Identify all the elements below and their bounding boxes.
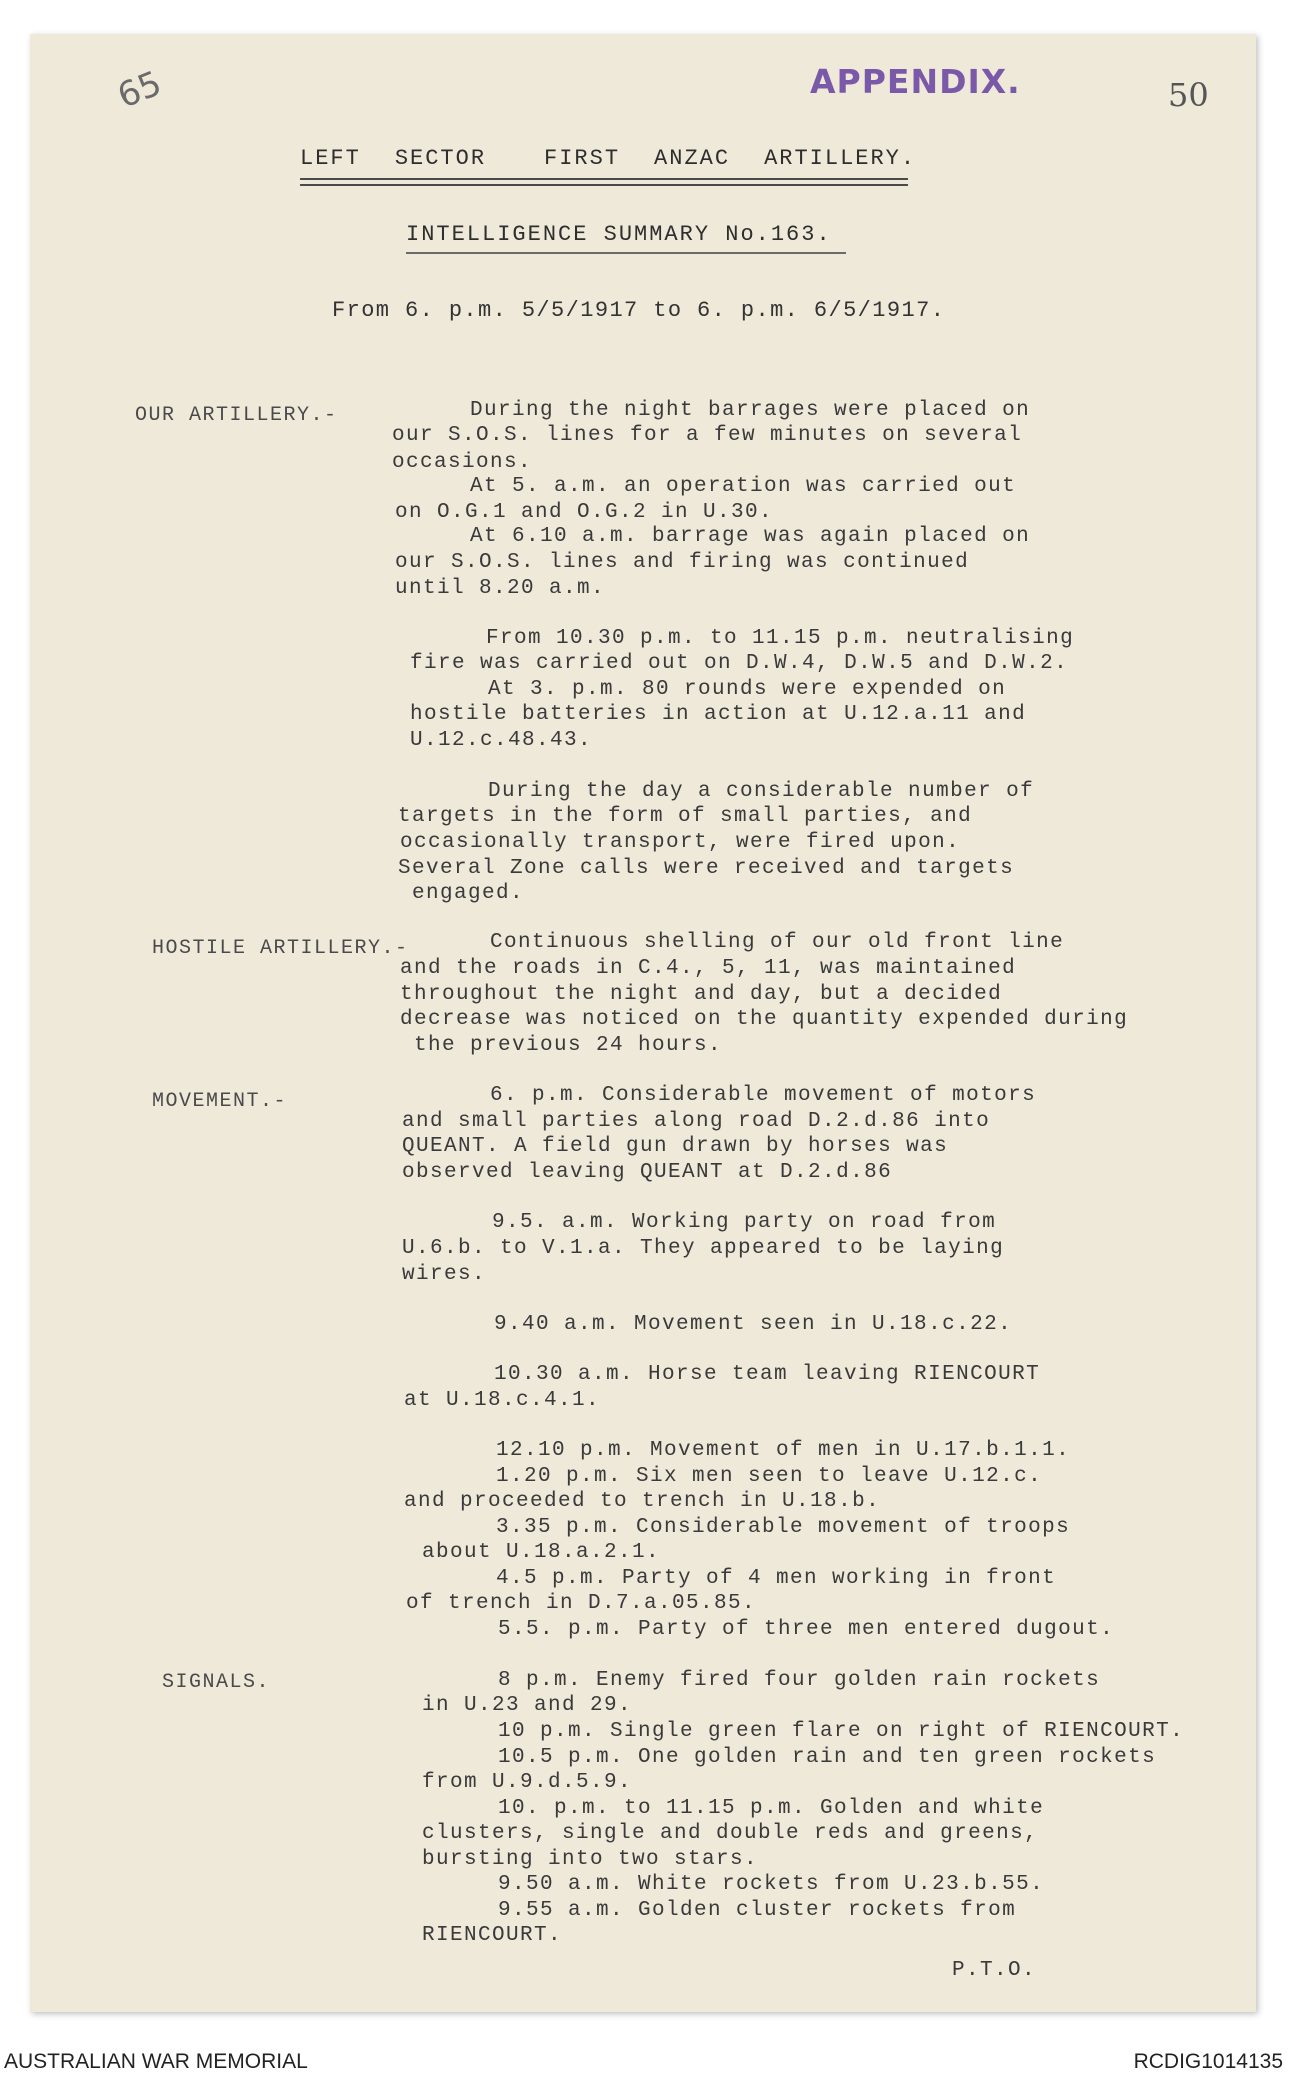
text-line: 10.5 p.m. One golden rain and ten green rockets [498, 1746, 1157, 1769]
summary-title: INTELLIGENCE SUMMARY No.163. [406, 222, 832, 247]
title-word: LEFT [300, 146, 361, 171]
summary-underline [406, 252, 846, 254]
text-line: and small parties along road D.2.d.86 into [402, 1110, 991, 1133]
text-line: in U.23 and 29. [422, 1694, 633, 1717]
section-heading-our-artillery: OUR ARTILLERY.- [135, 404, 338, 427]
text-line: observed leaving QUEANT at D.2.d.86 [402, 1161, 893, 1184]
text-line: U.6.b. to V.1.a. They appeared to be laying [402, 1237, 1005, 1260]
text-line: hostile batteries in action at U.12.a.11 and [410, 703, 1027, 726]
text-line: 8 p.m. Enemy fired four golden rain rockets [498, 1669, 1101, 1692]
text-line: 9.5. a.m. Working party on road from [492, 1211, 997, 1234]
text-line: our S.O.S. lines for a few minutes on several [392, 424, 1023, 447]
text-line: occasionally transport, were fired upon. [400, 831, 961, 854]
text-line: decrease was noticed on the quantity expended during [400, 1008, 1129, 1031]
text-line: U.12.c.48.43. [410, 729, 593, 752]
text-line: 4.5 p.m. Party of 4 men working in front [496, 1567, 1057, 1590]
text-line: During the night barrages were placed on [470, 399, 1031, 422]
text-line: During the day a considerable number of [488, 780, 1035, 803]
text-line: our S.O.S. lines and firing was continued [395, 551, 970, 574]
text-line: 3.35 p.m. Considerable movement of troops [496, 1516, 1071, 1539]
title-word: ANZAC [654, 146, 731, 171]
pto-note: P.T.O. [952, 1959, 1037, 1982]
text-line: 10. p.m. to 11.15 p.m. Golden and white [498, 1797, 1045, 1820]
text-line: until 8.20 a.m. [395, 577, 606, 600]
text-line: At 6.10 a.m. barrage was again placed on [470, 525, 1031, 548]
text-line: 10.30 a.m. Horse team leaving RIENCOURT [494, 1363, 1041, 1386]
text-line: wires. [402, 1263, 487, 1286]
folio-number-left: 65 [112, 63, 168, 117]
text-line: from U.9.d.5.9. [422, 1771, 633, 1794]
section-heading-movement: MOVEMENT.- [152, 1090, 288, 1113]
text-line: the previous 24 hours. [414, 1034, 723, 1057]
text-line: at U.18.c.4.1. [404, 1389, 601, 1412]
text-line: about U.18.a.2.1. [422, 1541, 661, 1564]
text-line: bursting into two stars. [422, 1848, 759, 1871]
date-range: From 6. p.m. 5/5/1917 to 6. p.m. 6/5/1917. [332, 298, 946, 323]
text-line: 9.50 a.m. White rockets from U.23.b.55. [498, 1873, 1045, 1896]
title-underline [300, 184, 908, 186]
text-line: At 5. a.m. an operation was carried out [470, 475, 1017, 498]
text-line: 6. p.m. Considerable movement of motors [490, 1084, 1037, 1107]
text-line: From 10.30 p.m. to 11.15 p.m. neutralising [486, 627, 1075, 650]
text-line: 9.55 a.m. Golden cluster rockets from [498, 1899, 1017, 1922]
text-line: 5.5. p.m. Party of three men entered dugout. [498, 1618, 1115, 1641]
text-line: 9.40 a.m. Movement seen in U.18.c.22. [494, 1313, 1013, 1336]
text-line: engaged. [412, 882, 525, 905]
title-word: ARTILLERY. [764, 146, 917, 171]
text-line: RIENCOURT. [422, 1924, 563, 1947]
text-line: and proceeded to trench in U.18.b. [404, 1490, 881, 1513]
appendix-stamp: APPENDIX. [810, 62, 1021, 101]
text-line: of trench in D.7.a.05.85. [406, 1592, 757, 1615]
text-line: Continuous shelling of our old front line [490, 931, 1065, 954]
section-heading-signals: SIGNALS. [162, 1671, 271, 1694]
footer-left: AUSTRALIAN WAR MEMORIAL [4, 2050, 308, 2073]
text-line: throughout the night and day, but a decided [400, 983, 1003, 1006]
text-line: QUEANT. A field gun drawn by horses was [402, 1135, 949, 1158]
text-line: 12.10 p.m. Movement of men in U.17.b.1.1. [496, 1439, 1071, 1462]
text-line: 10 p.m. Single green flare on right of RIENCOURT. [498, 1720, 1185, 1743]
title-underline [300, 178, 908, 180]
text-line: 1.20 p.m. Six men seen to leave U.12.c. [496, 1465, 1043, 1488]
text-line: targets in the form of small parties, and [398, 805, 973, 828]
text-line: clusters, single and double reds and greens, [422, 1822, 1039, 1845]
title-word: SECTOR [394, 146, 487, 171]
title-word: FIRST [544, 146, 621, 171]
text-line: occasions. [392, 451, 533, 474]
footer-right: RCDIG1014135 [1133, 2050, 1283, 2073]
section-heading-hostile-artillery: HOSTILE ARTILLERY.- [152, 937, 409, 960]
folio-number-right: 50 [1168, 76, 1209, 114]
text-line: At 3. p.m. 80 rounds were expended on [488, 678, 1007, 701]
document-title [300, 146, 916, 171]
text-line: Several Zone calls were received and targets [398, 857, 1015, 880]
text-line: fire was carried out on D.W.4, D.W.5 and D.W.2. [410, 652, 1069, 675]
text-line: and the roads in C.4., 5, 11, was maintained [400, 957, 1017, 980]
text-line: on O.G.1 and O.G.2 in U.30. [395, 501, 774, 524]
